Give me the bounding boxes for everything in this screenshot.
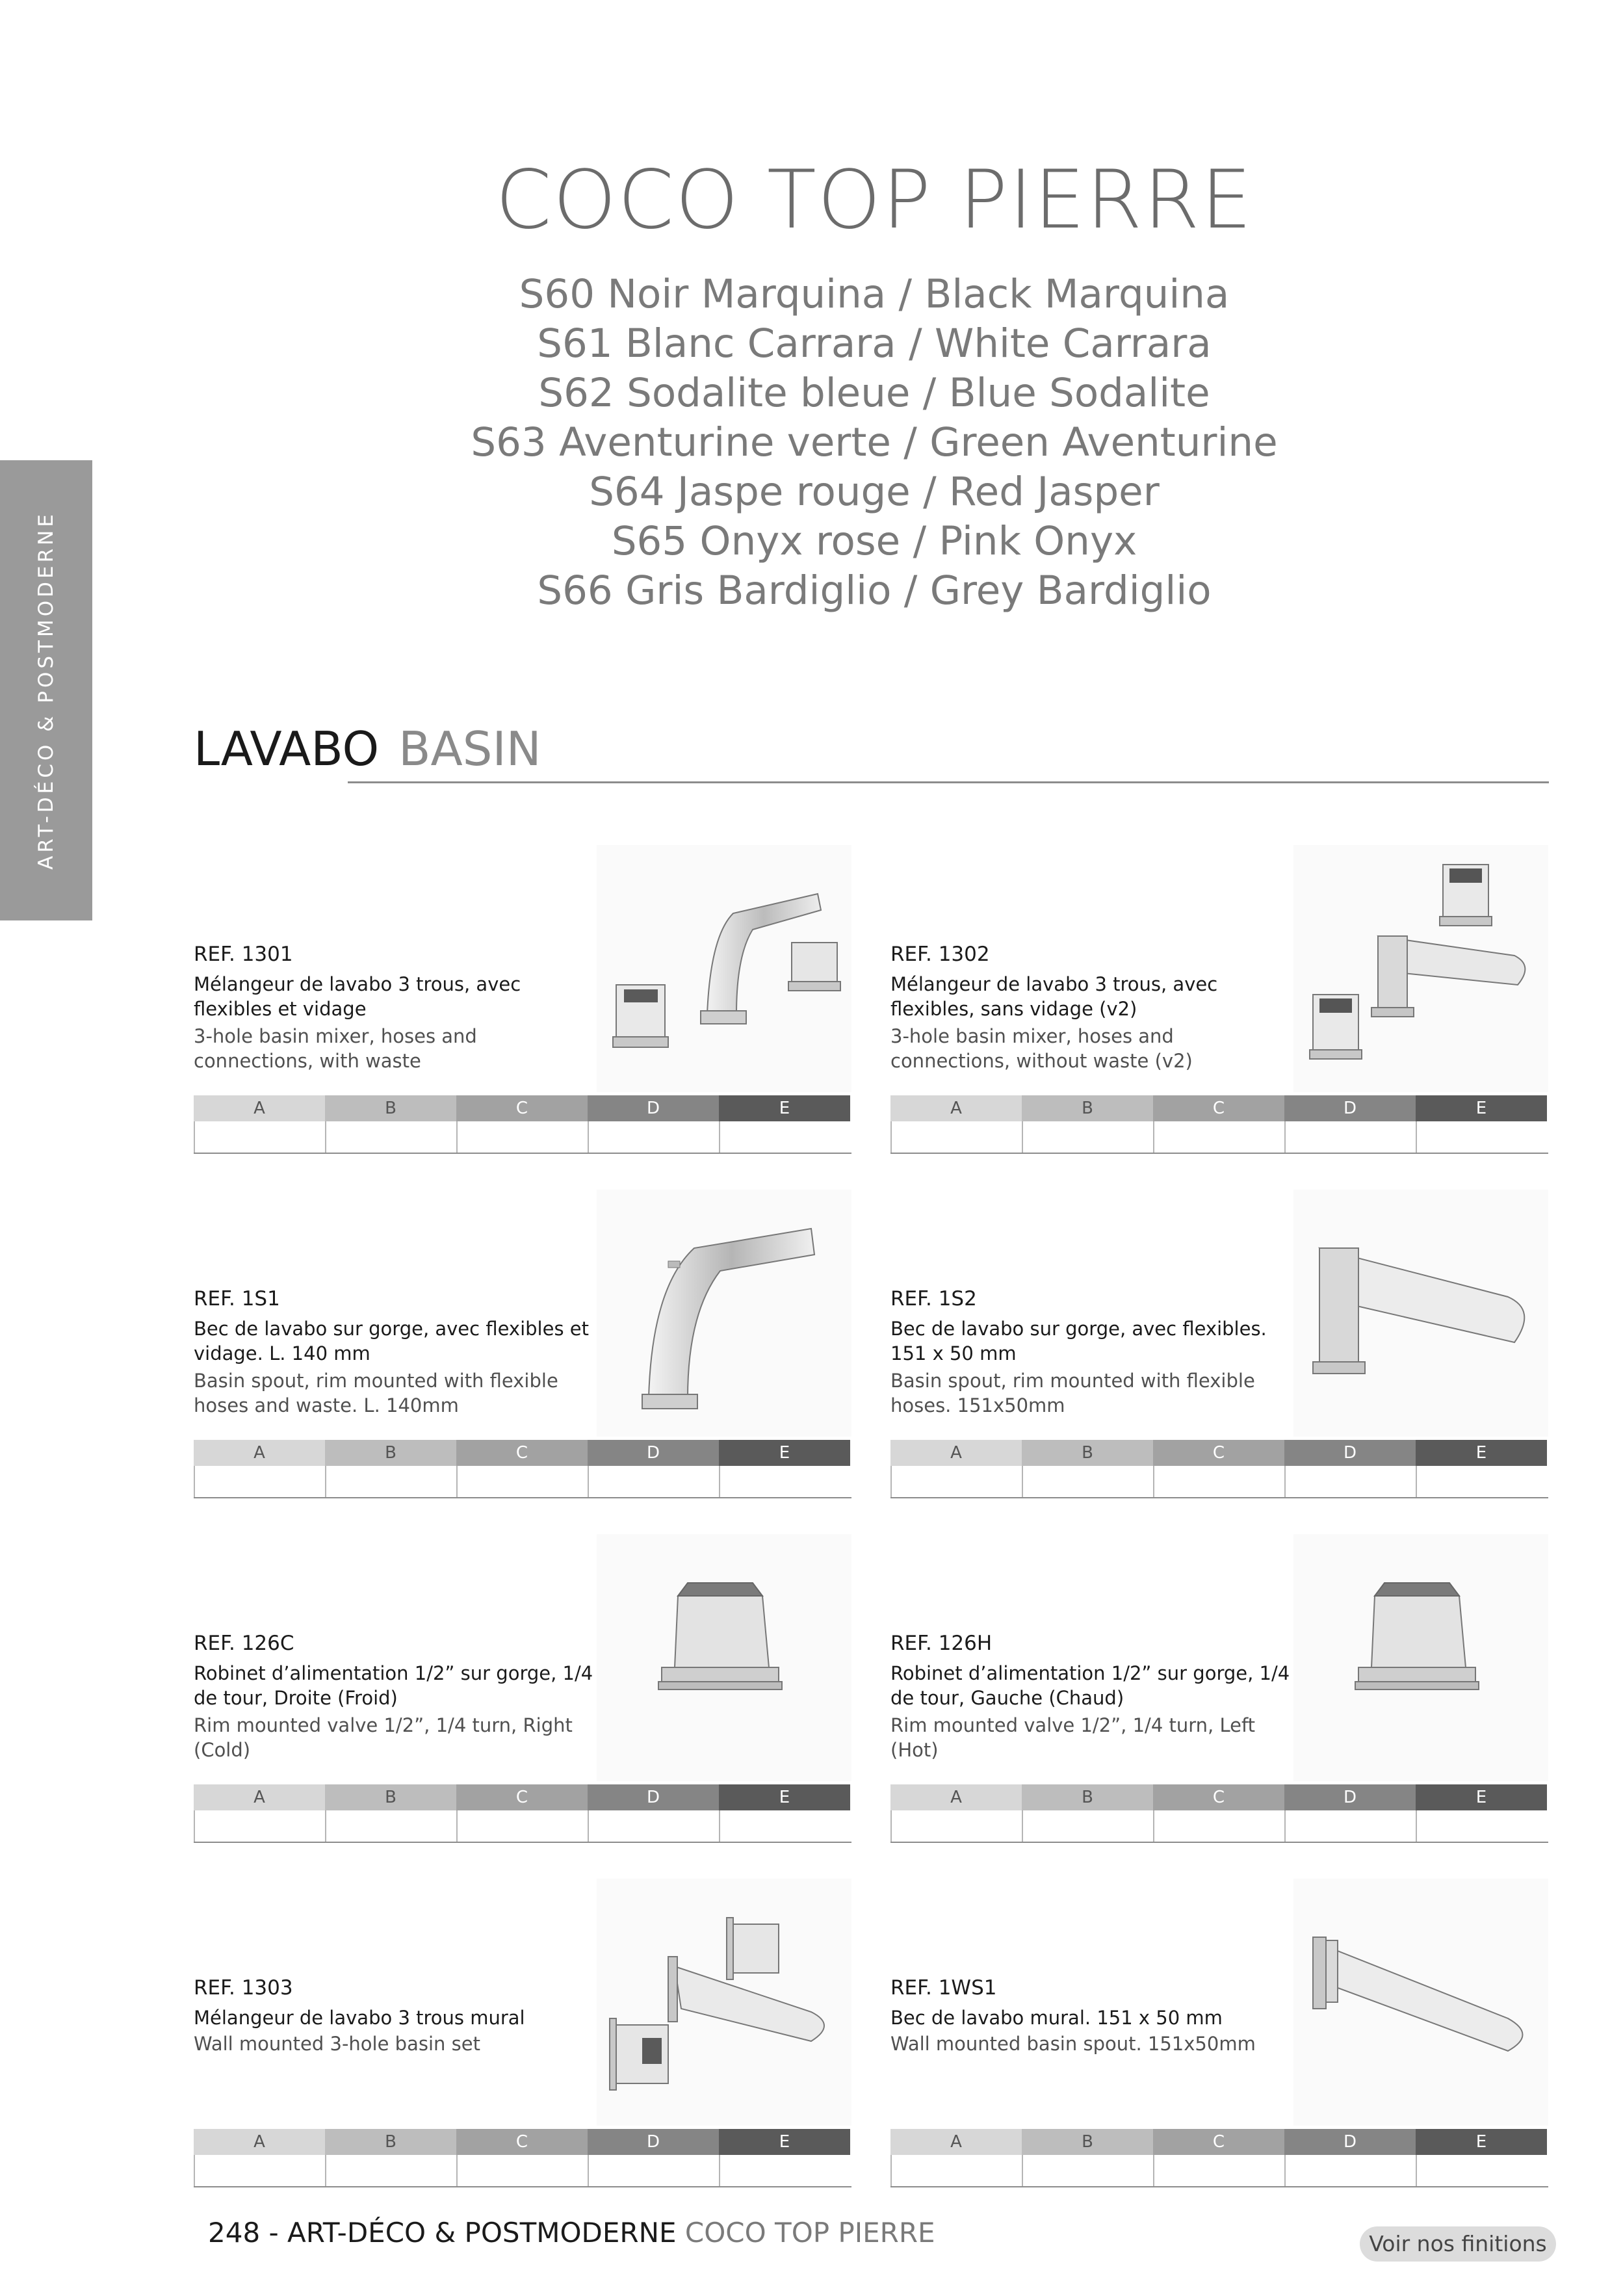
page-title: COCO TOP PIERRE: [495, 153, 1253, 247]
product-ref-prefix: REF.: [890, 943, 939, 966]
product-ref-prefix: REF.: [890, 1287, 939, 1311]
finish-table: [194, 1440, 851, 1498]
product-card: [194, 1534, 851, 1846]
product-ref: [194, 1632, 294, 1655]
finish-column-a: [194, 1095, 325, 1153]
finish-column-cell[interactable]: [719, 1810, 850, 1842]
finish-column-a: [194, 1784, 325, 1842]
finish-column-cell[interactable]: [1022, 1466, 1153, 1497]
product-ref-number: 1WS1: [938, 1976, 997, 2000]
finish-column-a: [890, 1440, 1022, 1497]
section-heading-fr: LAVABO: [194, 722, 380, 776]
finish-column-b: [1022, 2129, 1153, 2186]
finish-item: S61 Blanc Carrara / White Carrara: [537, 320, 1212, 367]
finish-column-header: B: [1022, 1784, 1153, 1810]
product-description-en: Rim mounted valve 1/2”, 1/4 turn, Left (Hot): [890, 1714, 1256, 1761]
finish-column-b: [1022, 1784, 1153, 1842]
finish-column-cell[interactable]: [588, 2155, 719, 2186]
finish-column-header: E: [719, 1095, 850, 1121]
finish-column-a: [890, 1784, 1022, 1842]
finish-column-d: [1284, 1784, 1416, 1842]
finish-column-c: [456, 1440, 588, 1497]
finish-column-cell[interactable]: [1022, 1810, 1153, 1842]
finish-column-cell[interactable]: [194, 1121, 325, 1153]
finish-column-d: [588, 1784, 719, 1842]
finish-column-header: C: [456, 2129, 588, 2155]
product-image: [1293, 1534, 1548, 1781]
finish-column-cell[interactable]: [194, 2155, 325, 2186]
finish-column-b: [325, 1095, 456, 1153]
finish-column-e: [1416, 1784, 1547, 1842]
finish-column-cell[interactable]: [194, 1810, 325, 1842]
finish-table: [890, 1095, 1548, 1154]
product-ref-prefix: REF.: [890, 1976, 939, 2000]
finish-column-d: [1284, 2129, 1416, 2186]
product-image: [597, 1879, 851, 2126]
finish-column-cell[interactable]: [588, 1466, 719, 1497]
finish-column-cell[interactable]: [1022, 1121, 1153, 1153]
finish-column-header: B: [325, 1095, 456, 1121]
finish-column-c: [1153, 1784, 1284, 1842]
finish-column-e: [719, 1095, 850, 1153]
finish-column-cell[interactable]: [1284, 1810, 1416, 1842]
footer-collection: COCO TOP PIERRE: [684, 2217, 935, 2249]
finish-column-cell[interactable]: [1153, 1810, 1284, 1842]
finish-column-c: [1153, 2129, 1284, 2186]
finish-column-header: C: [1153, 1784, 1284, 1810]
finish-column-cell[interactable]: [456, 1121, 588, 1153]
finish-column-header: B: [325, 2129, 456, 2155]
product-ref-prefix: REF.: [890, 1632, 939, 1655]
finish-column-header: E: [1416, 1440, 1547, 1466]
finish-column-cell[interactable]: [325, 1466, 456, 1497]
finish-column-header: A: [194, 1784, 325, 1810]
finish-column-cell[interactable]: [719, 1121, 850, 1153]
finish-column-cell[interactable]: [719, 2155, 850, 2186]
finish-table: [890, 2129, 1548, 2187]
product-ref-number: 1S2: [938, 1287, 977, 1311]
section-heading: [194, 722, 541, 776]
finish-column-header: B: [1022, 1095, 1153, 1121]
finish-column-b: [1022, 1440, 1153, 1497]
finish-column-d: [1284, 1440, 1416, 1497]
product-ref-number: 126H: [938, 1632, 993, 1655]
finish-column-header: D: [588, 1440, 719, 1466]
finish-table: [194, 1095, 851, 1154]
product-ref-number: 1302: [938, 943, 990, 966]
finish-column-cell[interactable]: [456, 2155, 588, 2186]
product-card: [194, 1879, 851, 2191]
finish-column-header: C: [456, 1784, 588, 1810]
product-ref: [890, 1287, 977, 1311]
product-card: [890, 1534, 1548, 1846]
product-ref: [194, 1976, 293, 2000]
finish-column-header: A: [890, 1095, 1022, 1121]
product-ref-prefix: REF.: [194, 1976, 242, 2000]
product-ref-number: 1S1: [241, 1287, 280, 1311]
finish-column-header: D: [1284, 1440, 1416, 1466]
finish-column-header: C: [1153, 1095, 1284, 1121]
finish-column-cell[interactable]: [1284, 1121, 1416, 1153]
product-ref: [890, 1976, 996, 2000]
finish-column-e: [1416, 1440, 1547, 1497]
product-ref-prefix: REF.: [194, 1287, 242, 1311]
product-ref-number: 1303: [241, 1976, 293, 2000]
finish-column-cell[interactable]: [456, 1810, 588, 1842]
finish-column-b: [325, 1440, 456, 1497]
section-heading-en: BASIN: [398, 722, 541, 776]
product-description-fr: Bec de lavabo mural. 151 x 50 mm: [890, 2007, 1223, 2029]
finish-column-a: [890, 2129, 1022, 2186]
finish-column-e: [1416, 2129, 1547, 2186]
product-ref-number: 126C: [241, 1632, 294, 1655]
product-image: [597, 1190, 851, 1437]
finish-column-e: [719, 1440, 850, 1497]
finish-column-cell[interactable]: [1416, 2155, 1547, 2186]
finish-column-header: C: [456, 1095, 588, 1121]
finish-column-header: D: [588, 1784, 719, 1810]
finish-column-header: E: [1416, 1095, 1547, 1121]
finish-column-cell[interactable]: [890, 2155, 1022, 2186]
product-description-en: Basin spout, rim mounted with flexible hoses. 151x50mm: [890, 1370, 1255, 1416]
finish-column-d: [588, 2129, 719, 2186]
finish-column-cell[interactable]: [890, 1466, 1022, 1497]
finish-column-header: A: [194, 1095, 325, 1121]
finish-list: [0, 270, 1623, 616]
footer-page: 248 - ART-DÉCO & POSTMODERNE: [208, 2217, 677, 2249]
finish-table: [890, 1784, 1548, 1843]
finish-column-cell[interactable]: [456, 1466, 588, 1497]
finish-column-a: [194, 2129, 325, 2186]
finish-column-cell[interactable]: [890, 1810, 1022, 1842]
finish-column-cell[interactable]: [719, 1466, 850, 1497]
finish-column-a: [890, 1095, 1022, 1153]
finish-column-header: C: [1153, 2129, 1284, 2155]
product-image: [597, 845, 851, 1092]
finish-item: S64 Jaspe rouge / Red Jasper: [589, 469, 1160, 515]
finish-column-c: [1153, 1440, 1284, 1497]
product-image: [1293, 1879, 1548, 2126]
finish-column-c: [456, 1784, 588, 1842]
finish-column-header: D: [1284, 1784, 1416, 1810]
finish-table: [890, 1440, 1548, 1498]
product-image: [1293, 1190, 1548, 1437]
finish-column-cell[interactable]: [325, 2155, 456, 2186]
finish-column-header: A: [194, 1440, 325, 1466]
finish-column-c: [456, 1095, 588, 1153]
finish-column-cell[interactable]: [194, 1466, 325, 1497]
product-ref: [194, 943, 293, 966]
finish-column-header: E: [1416, 1784, 1547, 1810]
finish-column-header: A: [890, 2129, 1022, 2155]
product-ref: [890, 943, 990, 966]
finish-item: S66 Gris Bardiglio / Grey Bardiglio: [537, 567, 1212, 614]
section-divider: [348, 781, 1549, 783]
finish-column-header: E: [1416, 2129, 1547, 2155]
finish-column-header: B: [325, 1784, 456, 1810]
product-description-en: 3-hole basin mixer, hoses and connections, without waste (v2): [890, 1025, 1193, 1072]
finish-column-header: D: [588, 2129, 719, 2155]
finish-column-c: [1153, 1095, 1284, 1153]
finish-column-header: C: [1153, 1440, 1284, 1466]
finish-column-cell[interactable]: [325, 1121, 456, 1153]
finish-item: S65 Onyx rose / Pink Onyx: [611, 518, 1137, 564]
finish-column-cell[interactable]: [890, 1121, 1022, 1153]
finish-column-header: A: [194, 2129, 325, 2155]
product-card: [194, 845, 851, 1157]
product-ref: [890, 1632, 992, 1655]
finish-column-header: D: [1284, 2129, 1416, 2155]
product-description-en: Rim mounted valve 1/2”, 1/4 turn, Right (Cold): [194, 1714, 573, 1761]
finish-column-cell[interactable]: [1284, 2155, 1416, 2186]
product-description-en: 3-hole basin mixer, hoses and connections, with waste: [194, 1025, 477, 1072]
finish-column-a: [194, 1440, 325, 1497]
product-card: [890, 1190, 1548, 1502]
finish-column-cell[interactable]: [1153, 1466, 1284, 1497]
finish-column-header: E: [719, 2129, 850, 2155]
finish-column-cell[interactable]: [588, 1121, 719, 1153]
finish-column-header: C: [456, 1440, 588, 1466]
finish-column-d: [588, 1440, 719, 1497]
finish-column-d: [1284, 1095, 1416, 1153]
product-description-fr: Bec de lavabo sur gorge, avec flexibles. 151 x 50 mm: [890, 1318, 1267, 1364]
finish-column-c: [456, 2129, 588, 2186]
product-card: [890, 1879, 1548, 2191]
finish-column-e: [719, 1784, 850, 1842]
finish-column-header: E: [719, 1784, 850, 1810]
finish-column-header: A: [890, 1440, 1022, 1466]
see-finishes-button[interactable]: Voir nos finitions: [1360, 2226, 1556, 2262]
finish-column-b: [1022, 1095, 1153, 1153]
product-ref: [194, 1287, 280, 1311]
product-description-en: Wall mounted 3-hole basin set: [194, 2033, 480, 2055]
finish-column-cell[interactable]: [1153, 2155, 1284, 2186]
product-description-fr: Mélangeur de lavabo 3 trous, avec flexibles et vidage: [194, 973, 521, 1020]
product-image: [1293, 845, 1548, 1092]
finish-column-cell[interactable]: [1416, 1121, 1547, 1153]
finish-column-cell[interactable]: [1153, 1121, 1284, 1153]
finish-column-cell[interactable]: [1416, 1810, 1547, 1842]
finish-column-e: [1416, 1095, 1547, 1153]
finish-column-header: A: [890, 1784, 1022, 1810]
product-description-en: Wall mounted basin spout. 151x50mm: [890, 2033, 1256, 2055]
finish-column-header: D: [1284, 1095, 1416, 1121]
product-description-en: Basin spout, rim mounted with flexible hoses and waste. L. 140mm: [194, 1370, 558, 1416]
finish-column-header: B: [1022, 2129, 1153, 2155]
finish-column-header: D: [588, 1095, 719, 1121]
finish-column-cell[interactable]: [1022, 2155, 1153, 2186]
product-ref-number: 1301: [241, 943, 293, 966]
product-card: [890, 845, 1548, 1157]
finish-column-d: [588, 1095, 719, 1153]
finish-column-cell[interactable]: [325, 1810, 456, 1842]
finish-table: [194, 2129, 851, 2187]
finish-column-header: B: [1022, 1440, 1153, 1466]
finish-column-header: B: [325, 1440, 456, 1466]
finish-column-header: E: [719, 1440, 850, 1466]
product-image: [597, 1534, 851, 1781]
product-description-fr: Robinet d’alimentation 1/2” sur gorge, 1/4 de tour, Droite (Froid): [194, 1662, 593, 1709]
finish-item: S62 Sodalite bleue / Blue Sodalite: [538, 370, 1210, 416]
product-card: [194, 1190, 851, 1502]
finish-column-b: [325, 2129, 456, 2186]
finish-column-cell[interactable]: [588, 1810, 719, 1842]
finish-column-b: [325, 1784, 456, 1842]
finish-table: [194, 1784, 851, 1843]
product-description-fr: Mélangeur de lavabo 3 trous mural: [194, 2007, 525, 2029]
page-footer: [208, 2217, 935, 2249]
product-description-fr: Bec de lavabo sur gorge, avec flexibles et vidage. L. 140 mm: [194, 1318, 589, 1364]
finish-item: S63 Aventurine verte / Green Aventurine: [471, 419, 1278, 465]
product-description-fr: Mélangeur de lavabo 3 trous, avec flexibles, sans vidage (v2): [890, 973, 1218, 1020]
finish-item: S60 Noir Marquina / Black Marquina: [519, 271, 1230, 317]
finish-column-cell[interactable]: [1416, 1466, 1547, 1497]
finish-column-cell[interactable]: [1284, 1466, 1416, 1497]
product-ref-prefix: REF.: [194, 943, 242, 966]
product-description-fr: Robinet d’alimentation 1/2” sur gorge, 1/4 de tour, Gauche (Chaud): [890, 1662, 1290, 1709]
product-ref-prefix: REF.: [194, 1632, 242, 1655]
side-tab-label: ART-DÉCO & POSTMODERNE: [34, 511, 58, 870]
finish-column-e: [719, 2129, 850, 2186]
